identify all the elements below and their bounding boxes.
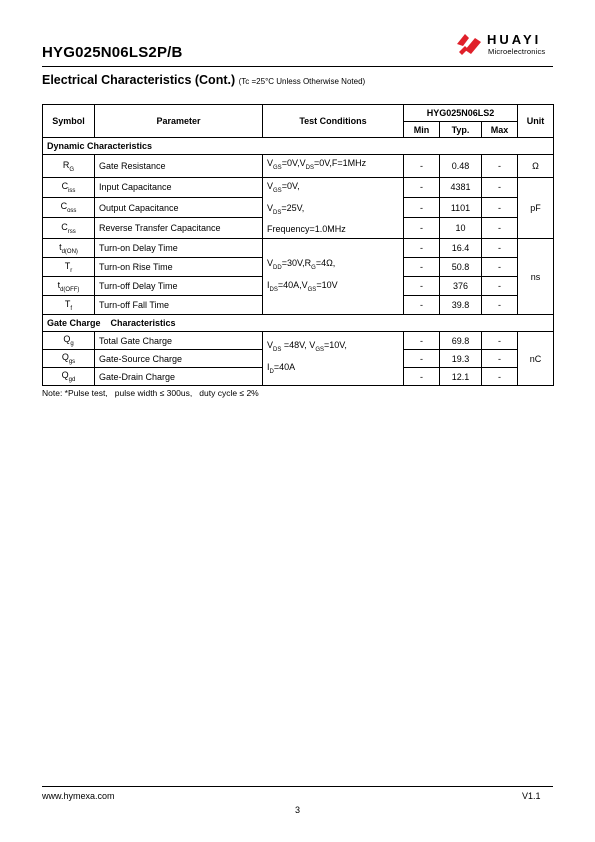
header-symbol: Symbol: [43, 105, 95, 138]
section-title: [42, 73, 365, 87]
row-max: -: [482, 350, 518, 368]
logo-word: HUAYI: [487, 32, 542, 47]
row-min: -: [404, 155, 440, 178]
row-parameter: Turn-on Rise Time: [95, 258, 263, 277]
pulse-test-note: Note: *Pulse test, pulse width ≤ 300us, duty cycle ≤ 2%: [42, 388, 259, 398]
row-parameter: Input Capacitance: [95, 177, 263, 197]
row-max: -: [482, 332, 518, 350]
row-test-condition: $V_{GS}=0V,V_{DS}=0V,F=1MHz$: [263, 155, 404, 178]
row-typ: 376: [440, 277, 482, 296]
gate-charge-section-title: Gate Charge Characteristics: [43, 315, 554, 332]
row-parameter: Gate-Source Charge: [95, 350, 263, 368]
row-min: -: [404, 350, 440, 368]
row-symbol: $C_{oss}$: [43, 197, 95, 217]
dynamic-section-title: Dynamic Characteristics: [43, 138, 554, 155]
timing-unit: ns: [518, 239, 554, 315]
row-min: -: [404, 197, 440, 217]
row-typ: 10: [440, 218, 482, 239]
page-number: 3: [294, 805, 300, 815]
section-condition: (Tc =25°C Unless Otherwise Noted): [238, 77, 366, 86]
row-max: -: [482, 218, 518, 239]
electrical-characteristics-table: [42, 104, 554, 386]
row-min: -: [404, 332, 440, 350]
row-symbol: $Q_{gd}$: [43, 368, 95, 386]
footer-version: V1.1: [522, 791, 541, 801]
row-symbol: $t_{d(ON)}$: [43, 239, 95, 258]
header-max: Max: [482, 122, 518, 138]
header-parameter: Parameter: [95, 105, 263, 138]
gate-charge-test-condition: $V_{DS} =48V$, $V_{GS}=10V$, $I_D=40A$: [263, 332, 404, 386]
timing-test-condition: $V_{DD}=30V,R_G=4\Omega$, $I_{DS}=40A,V_{GS}=10V$: [263, 239, 404, 315]
row-max: -: [482, 155, 518, 178]
header-test-conditions: Test Conditions: [263, 105, 404, 138]
row-parameter: Total Gate Charge: [95, 332, 263, 350]
table-row: [43, 332, 554, 350]
row-typ: 50.8: [440, 258, 482, 277]
row-typ: 69.8: [440, 332, 482, 350]
row-symbol: $t_{d(OFF)}$: [43, 277, 95, 296]
row-symbol: $R_G$: [43, 155, 95, 178]
row-symbol: $C_{iss}$: [43, 177, 95, 197]
row-symbol: $T_f$: [43, 296, 95, 315]
footer-rule: [42, 786, 553, 787]
row-parameter: Turn-off Delay Time: [95, 277, 263, 296]
footer-website-link[interactable]: www.hymexa.com: [42, 791, 115, 801]
capacitance-test-condition: $V_{GS}=0V$, $V_{DS}=25V$, Frequency=1.0MHz: [263, 177, 404, 239]
row-typ: 4381: [440, 177, 482, 197]
row-typ: 19.3: [440, 350, 482, 368]
table-row: [43, 177, 554, 197]
row-min: -: [404, 218, 440, 239]
row-min: -: [404, 277, 440, 296]
row-symbol: $T_r$: [43, 258, 95, 277]
row-symbol: $Q_{gs}$: [43, 350, 95, 368]
row-min: -: [404, 368, 440, 386]
row-min: -: [404, 177, 440, 197]
row-parameter: Output Capacitance: [95, 197, 263, 217]
row-max: -: [482, 177, 518, 197]
header-min: Min: [404, 122, 440, 138]
row-typ: 16.4: [440, 239, 482, 258]
row-max: -: [482, 368, 518, 386]
capacitance-unit: pF: [518, 177, 554, 239]
section-title-text: Electrical Characteristics (Cont.): [42, 73, 236, 87]
table-row: [43, 239, 554, 258]
row-min: -: [404, 296, 440, 315]
logo-subtitle: Microelectronics: [488, 47, 546, 56]
row-unit: Ω: [518, 155, 554, 178]
row-parameter: Turn-off Fall Time: [95, 296, 263, 315]
row-min: -: [404, 239, 440, 258]
header-typ: Typ.: [440, 122, 482, 138]
row-typ: 0.48: [440, 155, 482, 178]
row-typ: 12.1: [440, 368, 482, 386]
row-max: -: [482, 197, 518, 217]
row-parameter: Turn-on Delay Time: [95, 239, 263, 258]
part-number-title: HYG025N06LS2P/B: [42, 44, 183, 61]
row-typ: 1101: [440, 197, 482, 217]
row-symbol: $C_{rss}$: [43, 218, 95, 239]
row-parameter: Gate-Drain Charge: [95, 368, 263, 386]
huayi-logo-icon: [455, 30, 485, 58]
row-max: -: [482, 239, 518, 258]
gate-charge-unit: nC: [518, 332, 554, 386]
row-min: -: [404, 258, 440, 277]
header-device: HYG025N06LS2: [404, 105, 518, 122]
row-max: -: [482, 296, 518, 315]
row-parameter: Reverse Transfer Capacitance: [95, 218, 263, 239]
row-parameter: Gate Resistance: [95, 155, 263, 178]
row-max: -: [482, 277, 518, 296]
row-max: -: [482, 258, 518, 277]
row-typ: 39.8: [440, 296, 482, 315]
company-logo: [455, 30, 555, 60]
row-symbol: $Q_g$: [43, 332, 95, 350]
header-rule: [42, 66, 553, 67]
table-row: [43, 155, 554, 178]
header-unit: Unit: [518, 105, 554, 138]
